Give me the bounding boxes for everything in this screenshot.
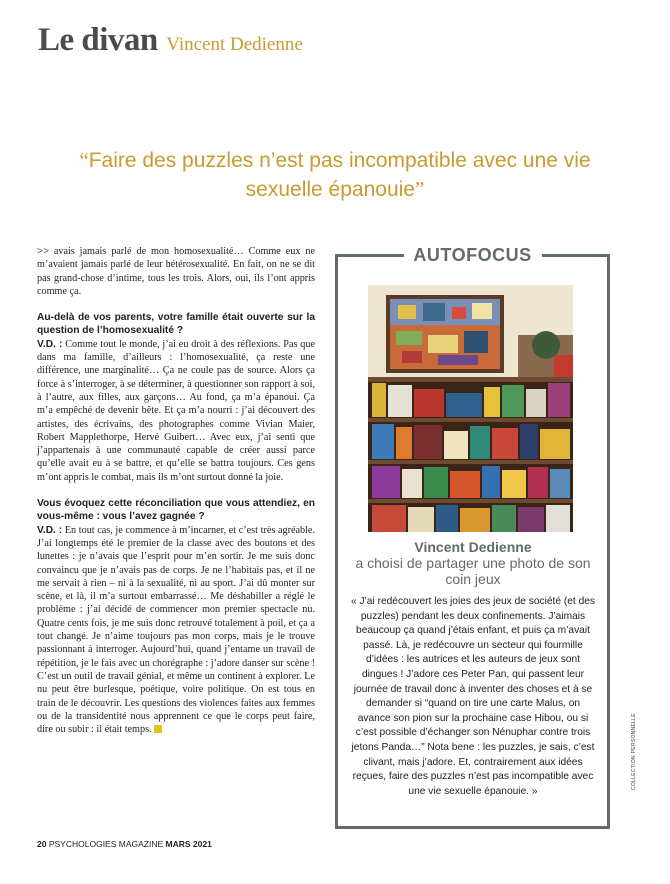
answer-2-speaker: V.D. : xyxy=(37,524,63,536)
rubric-title: Le divan xyxy=(38,22,158,58)
answer-1-speaker: V.D. : xyxy=(37,338,63,350)
quote-open-mark: “ xyxy=(79,148,89,172)
question-2: Vous évoquez cette réconciliation que vous attendiez, en vous-même : vous l’avez gagnée ? xyxy=(37,498,315,523)
answer-2-text: En tout cas, je commence à m’incarner, et c’est très agréable. J’ai longtemps été le premier de la classe avec des boutons et des lunettes : je n’avais que l’esprit pour m’en sortir. Je me suis donc convaincu que je n’avais pas de corps. Je ne l’habitais pas, et il ne me servait à rien – ni à la sexualité, ni au sport. J’ai dû monter sur scène, et là, il m’a surtout embarrassé… Me déshabiller a réglé le problème : j’ai décidé de commencer mon premier spectacle nu. Quatre cents fois, je me suis donc retrouvé totalement à poil, et ça a tout changé. Je n’aime toujours pas mon corps, mais je le trouve passionnant à interroger. Aujourd’hui, quand j’entame un travail de répétition, je le fais avec un chorégraphe : j’adore danser sur scène ! C’est un outil de travail génial, et même un continent à explorer. Le nu peut être burlesque, poétique, voire politique. On est tous en train de le découvrir. Les questions des violences faites aux femmes ou de la transidentité nous apprennent ce que le corps peut faire, dire ou subir : il était temps. xyxy=(37,524,315,736)
continued-marker: >> xyxy=(37,246,49,257)
page-footer xyxy=(37,839,212,849)
autofocus-box xyxy=(335,245,610,829)
page-number: 20 xyxy=(37,839,47,849)
pull-quote xyxy=(60,146,610,204)
issue-date: MARS 2021 xyxy=(165,839,212,849)
answer-1-text: Comme tout le monde, j’ai eu droit à des réflexions. Pas que dans ma famille, d’ailleurs : l’homosexualité, ça reste une différence, une marginalité… Ça ne coule pas de source. Alors ça force à s’interroger, à se déterminer, à questionner son rapport à soi, à l’autre, aux filles, aux garçons… Au fond, ça m’a épanoui. Ça m’a empêché de devenir bête. Et ça m’a nourri : j’ai découvert des artistes, des écrivains, des photographes comme Vivian Maier, Robert Mapplethorpe, Hervé Guibert… Avec eux, j’ai senti que j’appartenais à une communauté capable de créer aussi parce qu’elle avait eu à se battre, et qu’elle se battra toujours. Ces gens m’ont appris le combat, mais ils m’ont surtout donné la joie. xyxy=(37,338,315,483)
rubric-author: Vincent Dedienne xyxy=(166,34,303,55)
question-1: Au-delà de vos parents, votre famille était ouverte sur la question de l’homosexualité ? xyxy=(37,312,315,337)
answer-1 xyxy=(37,338,315,484)
answer-2 xyxy=(37,524,315,737)
game-shelf-photo xyxy=(368,285,573,532)
intro-text: avais jamais parlé de mon homosexualité… Comme eux ne m’avaient jamais parlé de leur hétérosexualité. En fait, on ne se dit pas grand-chose d’intime, tous les trois. Alors, oui, ils l’ont appris comme ça. xyxy=(37,246,315,297)
photo-caption xyxy=(348,539,598,587)
autofocus-label: AUTOFOCUS xyxy=(403,245,541,266)
page-header xyxy=(38,22,303,59)
pull-quote-text: Faire des puzzles n’est pas incompatible avec une vie sexuelle épanouie xyxy=(88,149,591,201)
end-of-article-square xyxy=(154,725,162,733)
magazine-name: PSYCHOLOGIES MAGAZINE xyxy=(48,839,164,849)
caption-name: Vincent Dedienne xyxy=(414,539,532,555)
sidebar-quote-text: « J’ai redécouvert les joies des jeux de société (et des puzzles) pendant les deux confinements. J’aimais beaucoup ça quand j’étais enfant, et puis ça m’avait passé. Là, je redécouvre un secteur qui fourmille d’idées : les autrices et les auteurs de jeux sont dingues ! J’adore ces Peter Pan, qui passent leur journée de travail donc à inventer des choses et à se demander si “quand on tire une carte Malus, on avance son pion sur la prochaine case Hibou, ou si c’est possible d’échanger son Nénuphar contre trois jetons Panda…” Nota bene : les puzzles, je sais, c’est clivant, mais j’adore. Et, contrairement aux idées reçues, faire des puzzles n’est pas incompatible avec une vie sexuelle épanouie. » xyxy=(350,596,596,797)
article-column xyxy=(37,245,315,736)
caption-description: a choisi de partager une photo de son coin jeux xyxy=(355,555,591,587)
photo-credit: COLLECTION PERSONNELLE xyxy=(631,713,637,790)
intro-paragraph xyxy=(37,245,315,298)
game-shelf-illustration xyxy=(368,285,573,532)
quote-close-mark: ” xyxy=(414,177,425,201)
